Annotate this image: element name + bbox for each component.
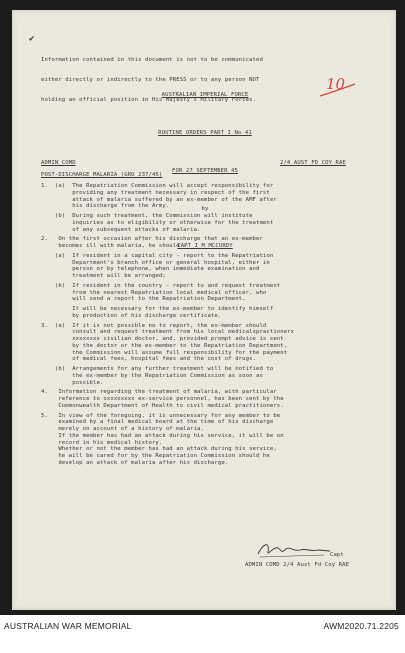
handwritten-page-number bbox=[318, 73, 358, 99]
body-line: develop an attack of malaria after his discharge. bbox=[41, 459, 229, 466]
body-line: possible. bbox=[41, 379, 104, 386]
orders-date: FOR 27 SEPTEMBER 45 bbox=[172, 168, 238, 175]
body-line: of any subsequent attacks of malaria. bbox=[41, 226, 201, 233]
body-line: of medical fees, hospital fees and the cost of drugs. bbox=[41, 356, 256, 363]
order-body bbox=[41, 183, 294, 467]
body-line: (b) Arrangements for any further treatment will be notified to bbox=[41, 366, 274, 372]
body-line: consult and request treatment from his local medicalxpractionerx bbox=[41, 329, 295, 336]
handwritten-number-text: 10 bbox=[326, 75, 346, 93]
author-name: CAPT I M MCCURDY bbox=[177, 243, 233, 250]
signature-rank: Capt bbox=[330, 552, 344, 558]
body-line: 4. Information regarding the treatment of malaria, with particular bbox=[41, 389, 277, 396]
body-line: Department's branch office or general hospital, either in bbox=[41, 259, 270, 266]
body-line: Whether or not the member has had an attack during his service, bbox=[41, 446, 277, 453]
body-line: becomes ill with malaria, he should - bbox=[41, 243, 187, 249]
body-line: by the doctor or the ex-member to the Repatriation Department, bbox=[41, 342, 288, 349]
body-line: person or by telephone, when immediate examination and bbox=[41, 266, 260, 273]
by-label: by bbox=[201, 206, 209, 213]
body-line: It will be necessary for the ex-member to identify himself bbox=[41, 306, 274, 312]
body-line: examined by a final medical board at the time of his discharge bbox=[41, 419, 274, 426]
body-line: inquiries as to eligibility or otherwise for the treatment bbox=[41, 219, 274, 226]
body-line: 3. (a) If it is not possible no to report, the ex-member should bbox=[41, 322, 267, 329]
body-line: 1. (a) The Repatriation Commission will accept responsibility for bbox=[41, 183, 274, 189]
signature-mark bbox=[254, 540, 334, 562]
body-line: attack of malaria suffered by an ex-member of the AMF after bbox=[41, 196, 277, 203]
signature-unit: ADMIN COMD 2/4 Aust Fd Coy RAE bbox=[245, 562, 350, 568]
body-line: providing any treatment necessary in respect of the first bbox=[41, 189, 270, 196]
subject-line: POST-DISCHARGE MALARIA (GRO 237/45) bbox=[41, 172, 163, 178]
body-line: record in his medical history. bbox=[41, 439, 163, 446]
body-line: If the member has had an attack during his service, it will be on bbox=[41, 432, 284, 439]
body-line: merely on account of a history of malaria. bbox=[41, 426, 204, 432]
body-line: the ex-member by the Repatriation Commission as soon as bbox=[41, 372, 263, 379]
body-line: he will be cared for by the Repatriation Commission should he bbox=[41, 453, 270, 459]
force-title: AUSTRALIAN IMPERIAL FORCE bbox=[161, 92, 249, 99]
body-line: reference to xxxxxxxxx ex-service personnel, has been sent by the bbox=[41, 396, 284, 402]
unit-left: ADMIN COMD bbox=[41, 160, 76, 166]
body-line: by production of his discharge certificate. bbox=[41, 312, 222, 319]
footer-accession-number: AWM2020.71.2205 bbox=[323, 621, 399, 631]
body-line: Commonwealth Department of Health to civil medical practitioners. bbox=[41, 402, 284, 409]
body-line: (b) If resident in the country - report to and request treatment bbox=[41, 282, 281, 289]
body-line: treatment will be arranged; bbox=[41, 273, 166, 279]
body-line: the Commission will assume full responsibility for the payment bbox=[41, 349, 288, 356]
tick-mark: ✔ bbox=[29, 34, 35, 44]
notice-line: either directly or indirectly to the PRESS or to any person NOT bbox=[41, 76, 260, 83]
body-line: from the nearest Repatriation local medical officer, who bbox=[41, 289, 267, 296]
body-line: (b) During such treatment, the Commission will institute bbox=[41, 213, 253, 219]
notice-line: Information contained in this document is not to be communicated bbox=[41, 57, 263, 64]
body-line: will send a report to the Repatriation Department. bbox=[41, 296, 246, 303]
body-line: (a) If resident in a capital city - report to the Repatriation bbox=[41, 252, 274, 259]
unit-right: 2/4 AUST FD COY RAE bbox=[280, 160, 346, 166]
notice-line: holding an official position in His Majesty's Military Forces. bbox=[41, 96, 256, 103]
body-line: 5. In view of the foregoing, it is unnecessary for any member to be bbox=[41, 412, 281, 419]
orders-title: ROUTINE ORDERS PART I No 41 bbox=[158, 130, 252, 137]
body-line: 2. On the first occasion after his discharge that an ex-member bbox=[41, 236, 263, 243]
body-line: his discharge from the Army. bbox=[41, 203, 170, 210]
body-line: xxxxxxxx civilian doctor, and, provided prompt advice is sent bbox=[41, 336, 284, 342]
footer-institution: AUSTRALIAN WAR MEMORIAL bbox=[4, 621, 132, 631]
